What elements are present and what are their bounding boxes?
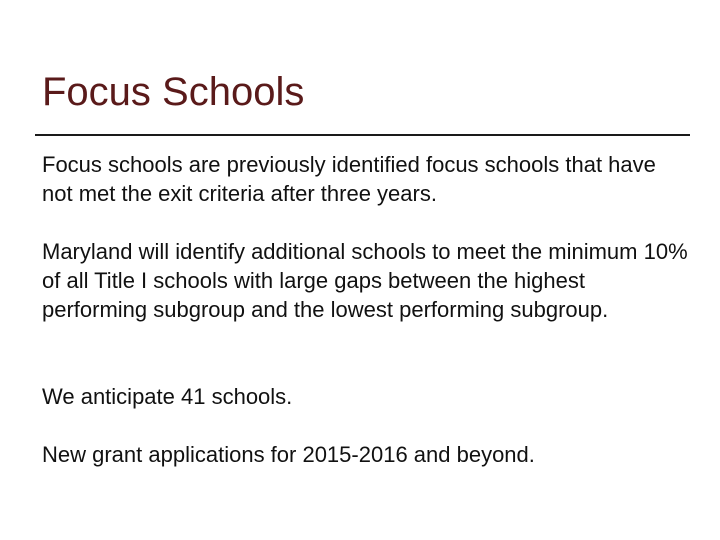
paragraph-exit-criteria: Focus schools are previously identified focus schools that have not met the exit criteria after three years.: [42, 152, 656, 206]
title-divider: [35, 134, 690, 136]
paragraph-grant-applications: New grant applications for 2015-2016 and beyond.: [42, 442, 535, 467]
slide-title: Focus Schools: [42, 70, 305, 114]
paragraph-anticipated-count: We anticipate 41 schools.: [42, 384, 293, 409]
paragraph-identify-additional-schools: Maryland will identify additional schools to meet the minimum 10% of all Title I schools with large gaps between the highest performing subgroup and the lowest performing subgroup.: [42, 239, 688, 322]
